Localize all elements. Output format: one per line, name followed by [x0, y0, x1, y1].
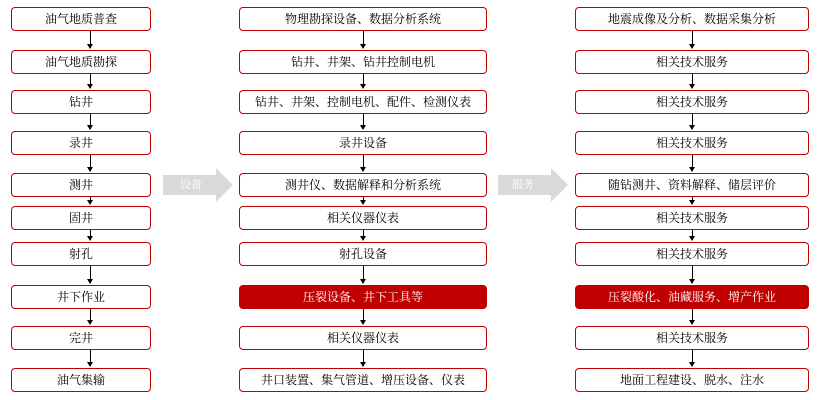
equipment-box: 钻井、井架、控制电机、配件、检测仪表	[239, 90, 487, 114]
flow-arrow	[90, 266, 91, 283]
stage-box: 井下作业	[11, 285, 151, 309]
flow-arrow	[90, 155, 91, 171]
equipment-box-highlighted: 压裂设备、井下工具等	[239, 285, 487, 309]
equipment-box: 物理勘探设备、数据分析系统	[239, 7, 487, 31]
flow-arrow	[363, 155, 364, 171]
equipment-box: 钻井、井架、钻井控制电机	[239, 50, 487, 74]
service-arrow-label: 服务	[512, 178, 534, 191]
flow-arrow	[363, 230, 364, 240]
service-box: 相关技术服务	[575, 50, 809, 74]
equipment-box: 相关仪器仪表	[239, 326, 487, 350]
equipment-box: 相关仪器仪表	[239, 206, 487, 230]
stage-box: 钻井	[11, 90, 151, 114]
flow-arrow	[692, 230, 693, 240]
flow-arrow	[692, 266, 693, 283]
stage-box: 固井	[11, 206, 151, 230]
flow-arrow	[692, 155, 693, 171]
stage-box: 完井	[11, 326, 151, 350]
flow-arrow	[692, 350, 693, 366]
flow-arrow	[90, 114, 91, 129]
stage-box: 测井	[11, 173, 151, 197]
flow-arrow	[90, 197, 91, 204]
service-box: 地震成像及分析、数据采集分析	[575, 7, 809, 31]
flow-arrow	[692, 197, 693, 204]
equipment-arrow	[163, 168, 233, 202]
service-box: 相关技术服务	[575, 206, 809, 230]
flow-arrow	[363, 309, 364, 324]
service-arrow	[498, 168, 568, 202]
stage-box: 油气集输	[11, 368, 151, 392]
flow-arrow	[692, 309, 693, 324]
flow-arrow	[363, 350, 364, 366]
service-box: 相关技术服务	[575, 326, 809, 350]
flow-arrow	[363, 31, 364, 48]
flow-arrow	[90, 31, 91, 48]
service-box: 相关技术服务	[575, 131, 809, 155]
stage-box: 射孔	[11, 242, 151, 266]
flow-arrow	[90, 309, 91, 324]
flow-arrow	[363, 114, 364, 129]
flow-arrow	[363, 74, 364, 88]
flow-arrow	[363, 197, 364, 204]
flow-arrow	[692, 74, 693, 88]
stage-box: 录井	[11, 131, 151, 155]
equipment-box: 井口装置、集气管道、增压设备、仪表	[239, 368, 487, 392]
equipment-box: 射孔设备	[239, 242, 487, 266]
flow-arrow	[363, 266, 364, 283]
flow-arrow	[692, 114, 693, 129]
stage-box: 油气地质勘探	[11, 50, 151, 74]
service-box: 随钻测井、资料解释、储层评价	[575, 173, 809, 197]
service-box-highlighted: 压裂酸化、油藏服务、增产作业	[575, 285, 809, 309]
flow-arrow	[692, 31, 693, 48]
flow-arrow	[90, 350, 91, 366]
service-box: 相关技术服务	[575, 242, 809, 266]
equipment-box: 录井设备	[239, 131, 487, 155]
flow-arrow	[90, 74, 91, 88]
flow-arrow	[90, 230, 91, 240]
equipment-arrow-label: 设备	[180, 178, 202, 191]
stage-box: 油气地质普查	[11, 7, 151, 31]
service-box: 相关技术服务	[575, 90, 809, 114]
equipment-box: 测井仪、数据解释和分析系统	[239, 173, 487, 197]
service-box: 地面工程建设、脱水、注水	[575, 368, 809, 392]
